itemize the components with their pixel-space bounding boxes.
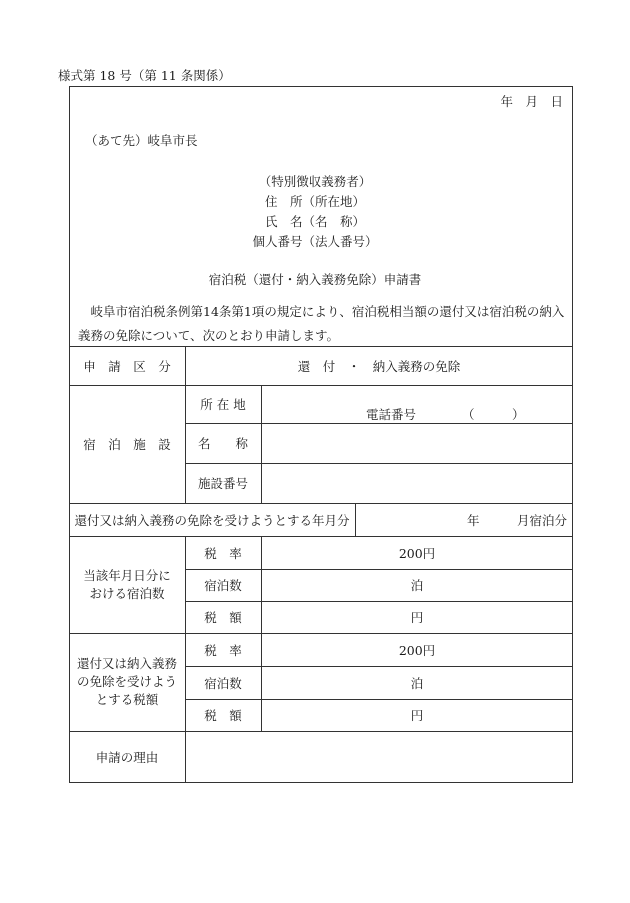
form-number-label: 様式第 18 号（第 11 条関係） xyxy=(58,68,231,83)
target-month-label: 還付又は納入義務の免除を受けようとする年月分 xyxy=(74,512,350,528)
facility-location-label: 所 在 地 xyxy=(200,397,246,412)
current-rate-value: 200円 xyxy=(398,545,436,561)
current-tax-amount-label: 税 額 xyxy=(204,610,242,625)
current-nights-count-value: 泊 xyxy=(410,578,424,593)
current-tax-amount-value: 円 xyxy=(410,610,424,625)
refund-rate-value: 200円 xyxy=(398,642,436,658)
addressee: （あて先）岐阜市長 xyxy=(85,133,198,148)
refund-nights-label: 宿泊数 xyxy=(204,675,242,691)
collector-name-label: 氏 名（名 称） xyxy=(264,214,365,229)
collector-heading: （特別徴収義務者） xyxy=(258,174,372,189)
date-line: 年 月 日 xyxy=(500,94,563,109)
table-vline xyxy=(261,385,262,503)
reason-field[interactable] xyxy=(185,731,573,783)
reason-label: 申請の理由 xyxy=(95,750,159,765)
refund-nights-value: 泊 xyxy=(410,675,424,691)
current-nights-count-label: 宿泊数 xyxy=(204,578,242,593)
refund-tax-amount-value: 円 xyxy=(410,708,424,723)
phone-number-label: 電話番号 xyxy=(366,407,417,422)
current-nights-label: 当該年月日分における宿泊数 xyxy=(83,567,171,601)
current-rate-label: 税 率 xyxy=(204,545,242,561)
facility-label: 宿 泊 施 設 xyxy=(83,437,171,452)
category-label: 申 請 区 分 xyxy=(83,358,171,374)
refund-tax-label: 還付又は納入義務の免除を受けようとする税額 xyxy=(77,656,178,707)
intro-paragraph: 岐阜市宿泊税条例第14条第1項の規定により、宿泊税相当額の還付又は宿泊税の納入義務の免除について、次のとおり申請します。 xyxy=(78,304,565,343)
facility-number-label: 施設番号 xyxy=(197,476,248,491)
facility-name-label: 名 称 xyxy=(197,436,248,451)
collector-address-label: 住 所（所在地） xyxy=(264,194,365,209)
refund-tax-amount-label: 税 額 xyxy=(204,708,242,723)
target-month-value: 年 月宿泊分 xyxy=(466,512,567,528)
collector-number-label: 個人番号（法人番号） xyxy=(252,234,378,249)
refund-rate-label: 税 率 xyxy=(204,642,242,658)
form-title: 宿泊税（還付・納入義務免除）申請書 xyxy=(208,272,422,287)
phone-number-parens: （ ） xyxy=(462,407,525,422)
category-value: 還 付 ・ 納入義務の免除 xyxy=(297,358,461,374)
